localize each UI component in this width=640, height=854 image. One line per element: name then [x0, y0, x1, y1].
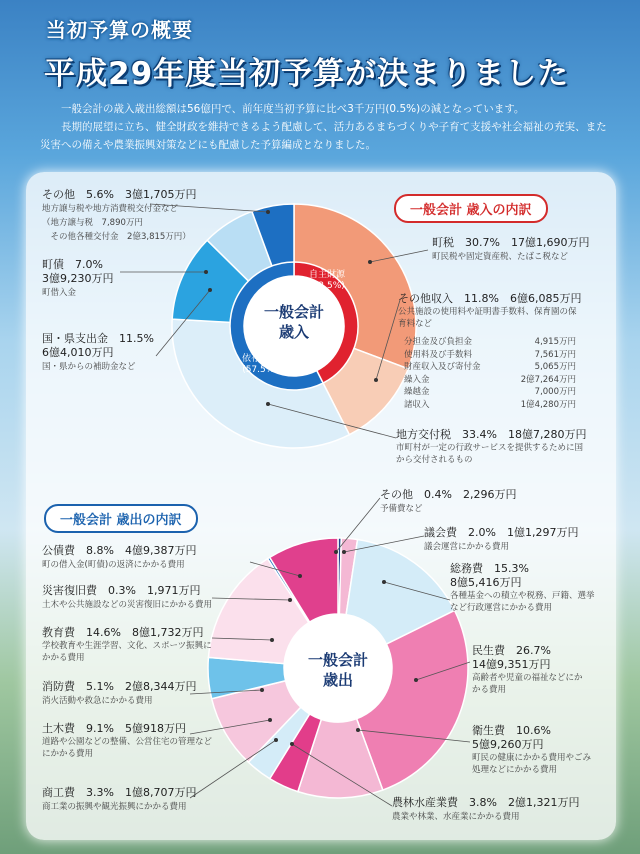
- exp-commerce-note: 商工業の振興や観光振興にかかる費用: [42, 802, 187, 812]
- exp-fire-name: 消防費: [42, 680, 75, 693]
- exp-fire-amount: 2億8,344万円: [124, 680, 197, 693]
- rev-grant-pct: 33.4%: [462, 428, 497, 441]
- exp-agri-note: 農業や林業、水産業にかかる費用: [392, 812, 520, 822]
- dependent-source-label: [232, 354, 288, 376]
- exp-commerce-name: 商工費: [42, 786, 75, 799]
- exp-welfare-note: 高齢者や児童の福祉などにかかる費用: [472, 673, 583, 695]
- rev-bond-pct: 7.0%: [75, 258, 103, 271]
- leader-dot-13: [288, 598, 292, 602]
- leader-dot-15: [260, 688, 264, 692]
- rev-label-other-income: [398, 292, 584, 330]
- exp-other-name: その他: [380, 488, 413, 501]
- leader-dot-3: [368, 260, 372, 264]
- exp-agri-amount: 2億1,321万円: [507, 796, 580, 809]
- exp-disaster-name: 災害復旧費: [42, 584, 97, 597]
- exp-general-amount: 8億5,416万円: [450, 576, 522, 589]
- rev-label-bond: [42, 258, 114, 300]
- exp-civil-pct: 9.1%: [86, 722, 114, 735]
- rev-oi-sub-1-amount: 4,915万円: [534, 337, 576, 347]
- exp-health-note: 町民の健康にかかる費用やごみ処理などにかかる費用: [472, 753, 592, 775]
- rev-label-subsidy: [42, 332, 154, 374]
- rev-other-amount: 3億1,705万円: [124, 188, 197, 201]
- rev-grant-name: 地方交付税: [396, 428, 451, 441]
- exp-edu-pct: 14.6%: [86, 626, 121, 639]
- exp-debt-name: 公債費: [42, 544, 75, 557]
- leader-dot-1: [204, 270, 208, 274]
- rev-oi-sub-6-name: 諸収入: [404, 399, 430, 410]
- rev-tax-name: 町税: [432, 236, 454, 249]
- exp-health-amount: 5億9,260万円: [472, 738, 544, 751]
- exp-health-pct: 10.6%: [516, 724, 551, 737]
- leader-dot-4: [374, 378, 378, 382]
- revenue-section-title: 一般会計 歳入の内訳: [394, 194, 548, 223]
- exp-label-civil: [42, 722, 212, 760]
- rev-oi-sub-4-name: 繰入金: [404, 374, 430, 385]
- rev-label-other: その他 5.6% 3億1,705万円 地方譲与税や地方消費税交付金など （地方譲与税 7,890万円 その他各種交付金 2億3,815万円）: [42, 188, 197, 242]
- expense-section-title: 一般会計 歳出の内訳: [44, 504, 198, 533]
- page-subtitle: 当初予算の概要: [46, 18, 193, 42]
- rev-label-grant: [396, 428, 586, 466]
- exp-commerce-pct: 3.3%: [86, 786, 114, 799]
- rev-oi-name: その他収入: [398, 292, 453, 305]
- leader-dot-0: [266, 210, 270, 214]
- exp-label-debt: [42, 544, 196, 572]
- exp-other-note: 予備費など: [380, 504, 423, 514]
- exp-label-welfare: [472, 644, 584, 696]
- leader-dot-5: [266, 402, 270, 406]
- revenue-center-label: [248, 302, 340, 342]
- expense-center-line-2: 歳出: [322, 671, 353, 689]
- rev-other-name: その他: [42, 188, 75, 201]
- exp-civil-note: 道路や公園などの整備、公営住宅の管理などにかかる費用: [42, 737, 213, 759]
- rev-oi-note: 公共施設の使用料や証明書手数料、保育園の保育料など: [398, 307, 577, 329]
- exp-disaster-note: 土木や公共施設などの災害復旧にかかる費用: [42, 600, 213, 610]
- leader-dot-16: [268, 718, 272, 722]
- exp-label-other: [380, 488, 516, 516]
- own-source-name: 自主財源: [308, 270, 345, 280]
- exp-assembly-name: 議会費: [424, 526, 457, 539]
- rev-sub-1-name: 地方譲与税: [50, 218, 94, 228]
- exp-assembly-note: 議会運営にかかる費用: [424, 542, 510, 552]
- rev-grant-note: 市町村が一定の行政サービスを提供するために国から交付されるもの: [396, 443, 584, 465]
- own-source-pct: (42.5%): [309, 281, 345, 291]
- exp-commerce-amount: 1億8,707万円: [124, 786, 197, 799]
- exp-fire-note: 消火活動や救急にかかる費用: [42, 696, 153, 706]
- rev-tax-amount: 17億1,690万円: [510, 236, 590, 249]
- leader-dot-10: [356, 728, 360, 732]
- rev-oi-amount: 6億6,085万円: [509, 292, 582, 305]
- rev-subsidy-note: 国・県からの補助金など: [42, 362, 136, 372]
- exp-assembly-amount: 1億1,297万円: [506, 526, 579, 539]
- exp-other-pct: 0.4%: [424, 488, 452, 501]
- expense-center-label: [288, 650, 388, 690]
- rev-bond-note: 町借入金: [42, 288, 77, 298]
- rev-oi-sub-2-name: 使用料及び手数料: [404, 349, 473, 360]
- exp-agri-name: 農林水産業費: [392, 796, 458, 809]
- rev-subsidy-pct: 11.5%: [119, 332, 154, 345]
- leader-dot-12: [298, 574, 302, 578]
- exp-civil-amount: 5億918万円: [124, 722, 186, 735]
- revenue-center-line-2: 歳入: [278, 323, 309, 341]
- rev-other-note: 地方譲与税や地方消費税交付金など: [42, 204, 179, 214]
- exp-other-amount: 2,296万円: [462, 488, 517, 501]
- rev-sub-1-amount: 7,890万円: [101, 218, 143, 228]
- leader-dot-8: [382, 580, 386, 584]
- rev-other-pct: 5.6%: [86, 188, 114, 201]
- exp-debt-note: 町の借入金(町債)の返済にかかる費用: [42, 560, 185, 570]
- rev-sub-2-amount: 2億3,815万円: [127, 232, 183, 242]
- rev-tax-note: 町民税や固定資産税、たばこ税など: [432, 252, 569, 262]
- rev-oi-sub-5-amount: 7,000万円: [534, 387, 576, 397]
- rev-tax-pct: 30.7%: [465, 236, 500, 249]
- exp-welfare-name: 民生費: [472, 644, 505, 657]
- rev-oi-sublist: [404, 336, 576, 411]
- exp-edu-amount: 8億1,732万円: [131, 626, 204, 639]
- expense-center-line-1: 一般会計: [307, 651, 368, 669]
- exp-label-disaster: [42, 584, 212, 612]
- leader-dot-7: [342, 550, 346, 554]
- page-title: 平成29年度当初予算が決まりました: [44, 56, 570, 92]
- exp-label-commerce: [42, 786, 196, 814]
- leader-dot-6: [334, 550, 338, 554]
- leader-dot-17: [274, 738, 278, 742]
- rev-bond-name: 町債: [42, 258, 64, 271]
- exp-label-health: [472, 724, 594, 776]
- own-source-label: [300, 270, 354, 292]
- rev-subsidy-amount: 6億4,010万円: [42, 346, 114, 359]
- exp-fire-pct: 5.1%: [86, 680, 114, 693]
- exp-assembly-pct: 2.0%: [468, 526, 496, 539]
- intro-paragraph-1: 一般会計の歳入歳出総額は56億円で、前年度当初予算に比べ3千万円(0.5%)の減となっています。: [61, 103, 525, 115]
- exp-debt-pct: 8.8%: [86, 544, 114, 557]
- exp-label-fire: [42, 680, 196, 708]
- revenue-center-line-1: 一般会計: [263, 303, 324, 321]
- exp-general-name: 総務費: [450, 562, 483, 575]
- rev-bond-amount: 3億9,230万円: [42, 272, 114, 285]
- rev-subsidy-name: 国・県支出金: [42, 332, 108, 345]
- exp-civil-name: 土木費: [42, 722, 75, 735]
- leader-dot-9: [414, 678, 418, 682]
- exp-general-note: 各種基金への積立や税務、戸籍、選挙など行政運営にかかる費用: [450, 591, 595, 613]
- leader-dot-2: [208, 288, 212, 292]
- exp-welfare-amount: 14億9,351万円: [472, 658, 551, 671]
- dependent-source-name: 依存財源: [241, 354, 278, 364]
- exp-health-name: 衛生費: [472, 724, 505, 737]
- leader-dot-14: [270, 638, 274, 642]
- rev-oi-sub-1-name: 分担金及び負担金: [404, 337, 473, 347]
- dependent-source-pct: (57.5%): [242, 365, 278, 375]
- exp-general-pct: 15.3%: [494, 562, 529, 575]
- exp-label-assembly: [424, 526, 578, 554]
- exp-label-agri: [392, 796, 579, 824]
- rev-label-tax: [432, 236, 589, 264]
- rev-grant-amount: 18億7,280万円: [507, 428, 587, 441]
- leader-dot-11: [290, 742, 294, 746]
- exp-debt-amount: 4億9,387万円: [124, 544, 197, 557]
- exp-agri-pct: 3.8%: [469, 796, 497, 809]
- rev-oi-sub-4-amount: 2億7,264万円: [520, 374, 576, 385]
- exp-label-general: [450, 562, 600, 614]
- rev-sub-2-name: その他各種交付金: [50, 232, 119, 242]
- exp-label-education: [42, 626, 212, 664]
- rev-oi-sub-3-name: 財産収入及び寄付金: [404, 362, 481, 372]
- rev-oi-sub-2-amount: 7,561万円: [534, 349, 576, 360]
- exp-welfare-pct: 26.7%: [516, 644, 551, 657]
- rev-oi-sub-5-name: 繰越金: [404, 387, 430, 397]
- rev-oi-sub-3-amount: 5,065万円: [534, 362, 576, 372]
- exp-edu-name: 教育費: [42, 626, 75, 639]
- exp-disaster-pct: 0.3%: [108, 584, 136, 597]
- rev-oi-pct: 11.8%: [464, 292, 499, 305]
- intro-paragraph-2: 長期的展望に立ち、健全財政を維持できるよう配慮して、活力あるまちづくりや子育て支援や社会福祉の充実、また災害への備えや農業振興対策などにも配慮した予算編成となりました。: [40, 121, 607, 151]
- exp-disaster-amount: 1,971万円: [146, 584, 201, 597]
- rev-oi-sub-6-amount: 1億4,280万円: [520, 399, 576, 410]
- exp-edu-note: 学校教育や生涯学習、文化、スポーツ振興にかかる費用: [42, 641, 212, 663]
